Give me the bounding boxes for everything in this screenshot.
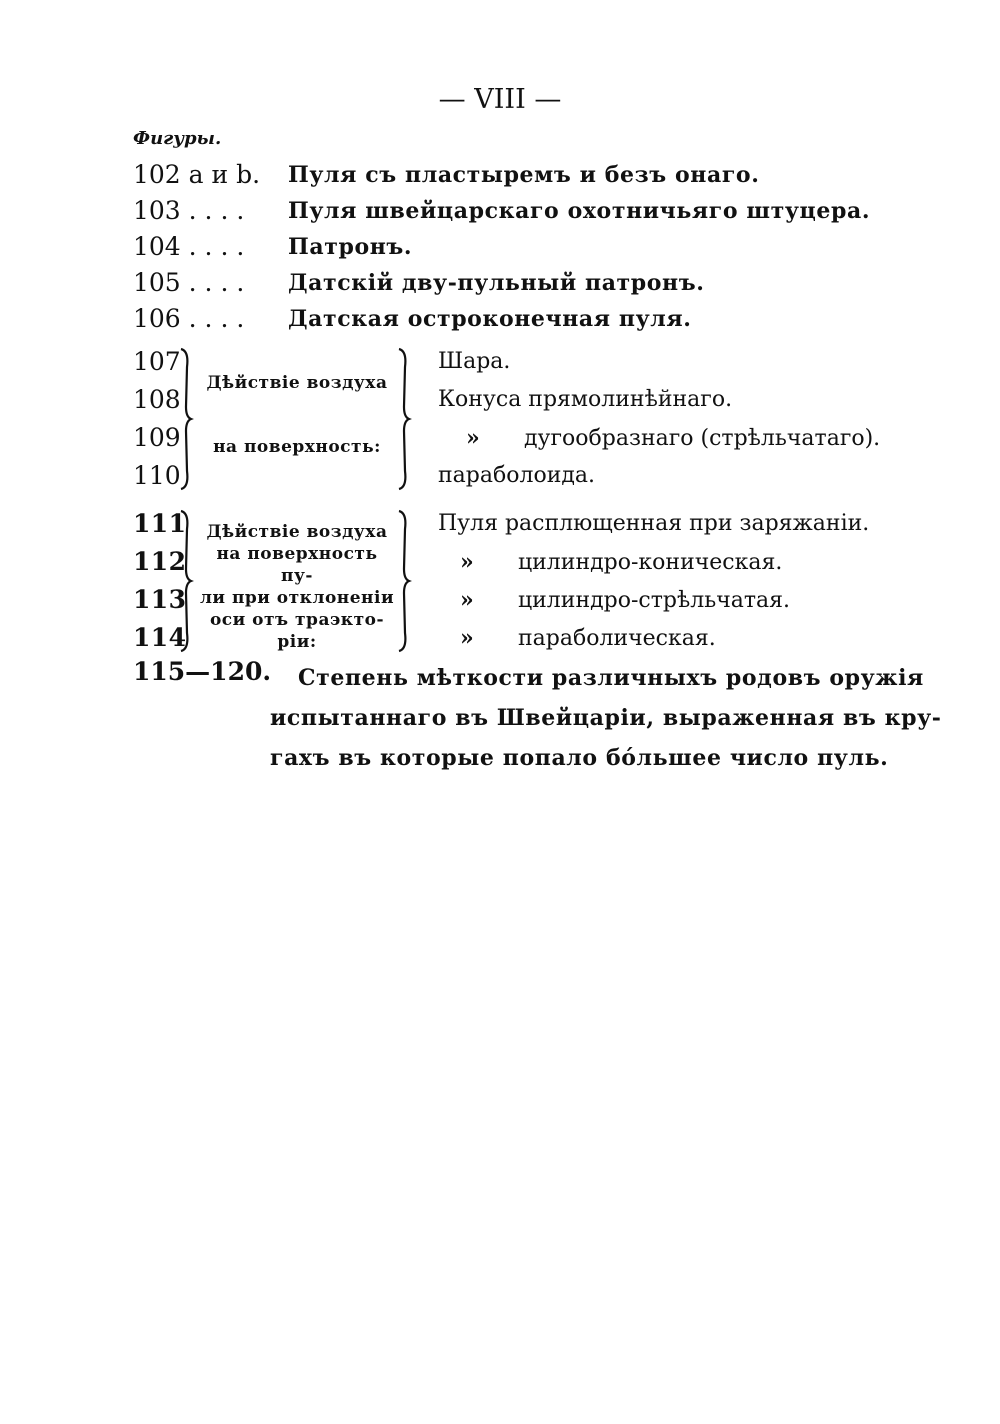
ditto-mark: » [460, 625, 474, 651]
ditto-mark: » [460, 587, 474, 613]
figures-header: Фигуры. [133, 128, 222, 149]
figure-number: 113 [133, 585, 187, 614]
left-brace-icon [177, 509, 195, 653]
figure-number: 102 a и b. [133, 160, 261, 189]
figure-number: 107 [133, 347, 181, 376]
deviation-label: Дѣйствіе воздуха на поверхность пу- ли при отклоненіи оси отъ траэкто- ріи: [199, 522, 395, 652]
group-numbers [133, 505, 187, 657]
ditto-mark: » [466, 425, 480, 451]
figure-number: 106 . . . . [133, 304, 245, 333]
list-item: Конуса прямолинѣйнаго. [438, 387, 733, 412]
right-brace-icon [395, 347, 413, 491]
figure-caption: Пуля съ пластыремъ и безъ онаго. [288, 162, 760, 188]
figure-group-air-action [133, 343, 893, 495]
figure-caption: Патронъ. [288, 234, 413, 260]
figure-number: 114 [133, 623, 187, 652]
figure-number: 110 [133, 461, 181, 490]
figure-number: 111 [133, 509, 187, 538]
air-action-label-line1: Дѣйствіе воздуха [206, 373, 388, 393]
figure-caption: Пуля швейцарскаго охотничьяго штуцера. [288, 198, 871, 224]
figure-number: 105 . . . . [133, 268, 245, 297]
list-item: » цилиндро-стрѣльчатая. [460, 581, 891, 619]
page-number: — VIII — [438, 84, 562, 115]
document-page: — VIII — Фигуры. 102 a и b. Пуля съ пластыремъ и безъ онаго. 103 . . . . Пуля швейцарскаго охотничьяго штуцера. 104 . . . . Патронъ. 105 . . . . Датскій дву-пульный патронъ. 106 . . . . Датская остроконечная пуля. 107 108 109 110 Дѣйствіе воздуха на поверхность: Шара. Конуса прямолинѣйнаго. » дугообразнаго (стрѣльчатаго). параболоида. 111 112 113 114 Дѣйствіе воздуха на поверхность пу- ли при отклоненіи оси отъ траэкто- ріи: Пуля расплющенная при заряжаніи. » цилиндро-коническая. » цилиндро-стрѣльчатая. » параболическая. 115—120. Степень мѣткости различныхъ родовъ оружія испытаннаго въ Швейцаріи, выраженная въ кру- гахъ въ которые попало бóльшее число пуль. [0, 0, 1000, 1424]
air-action-label-line2: на поверхность: [213, 437, 381, 457]
group-numbers [133, 343, 181, 495]
figure-number: 104 . . . . [133, 232, 245, 261]
list-item: » дугообразнаго (стрѣльчатаго). [466, 419, 880, 457]
figure-number: 112 [133, 547, 187, 576]
group-items [438, 505, 869, 657]
list-item: Шара. [438, 349, 511, 374]
list-item: » цилиндро-коническая. [460, 543, 891, 581]
figure-range-number: 115—120. [133, 657, 272, 686]
list-item: Пуля расплющенная при заряжаніи. [438, 511, 870, 536]
figure-caption: Датская остроконечная пуля. [288, 306, 692, 332]
figure-group-deviation [133, 505, 893, 657]
left-brace-icon [177, 347, 195, 491]
figure-number: 108 [133, 385, 181, 414]
figure-number: 103 . . . . [133, 196, 245, 225]
list-item: » параболическая. [460, 619, 891, 657]
ditto-mark: » [460, 549, 474, 575]
list-item: параболоида. [438, 463, 596, 488]
right-brace-icon [395, 509, 413, 653]
figure-number: 109 [133, 423, 181, 452]
group-items [438, 343, 881, 495]
figure-caption: Датскій дву-пульный патронъ. [288, 270, 705, 296]
